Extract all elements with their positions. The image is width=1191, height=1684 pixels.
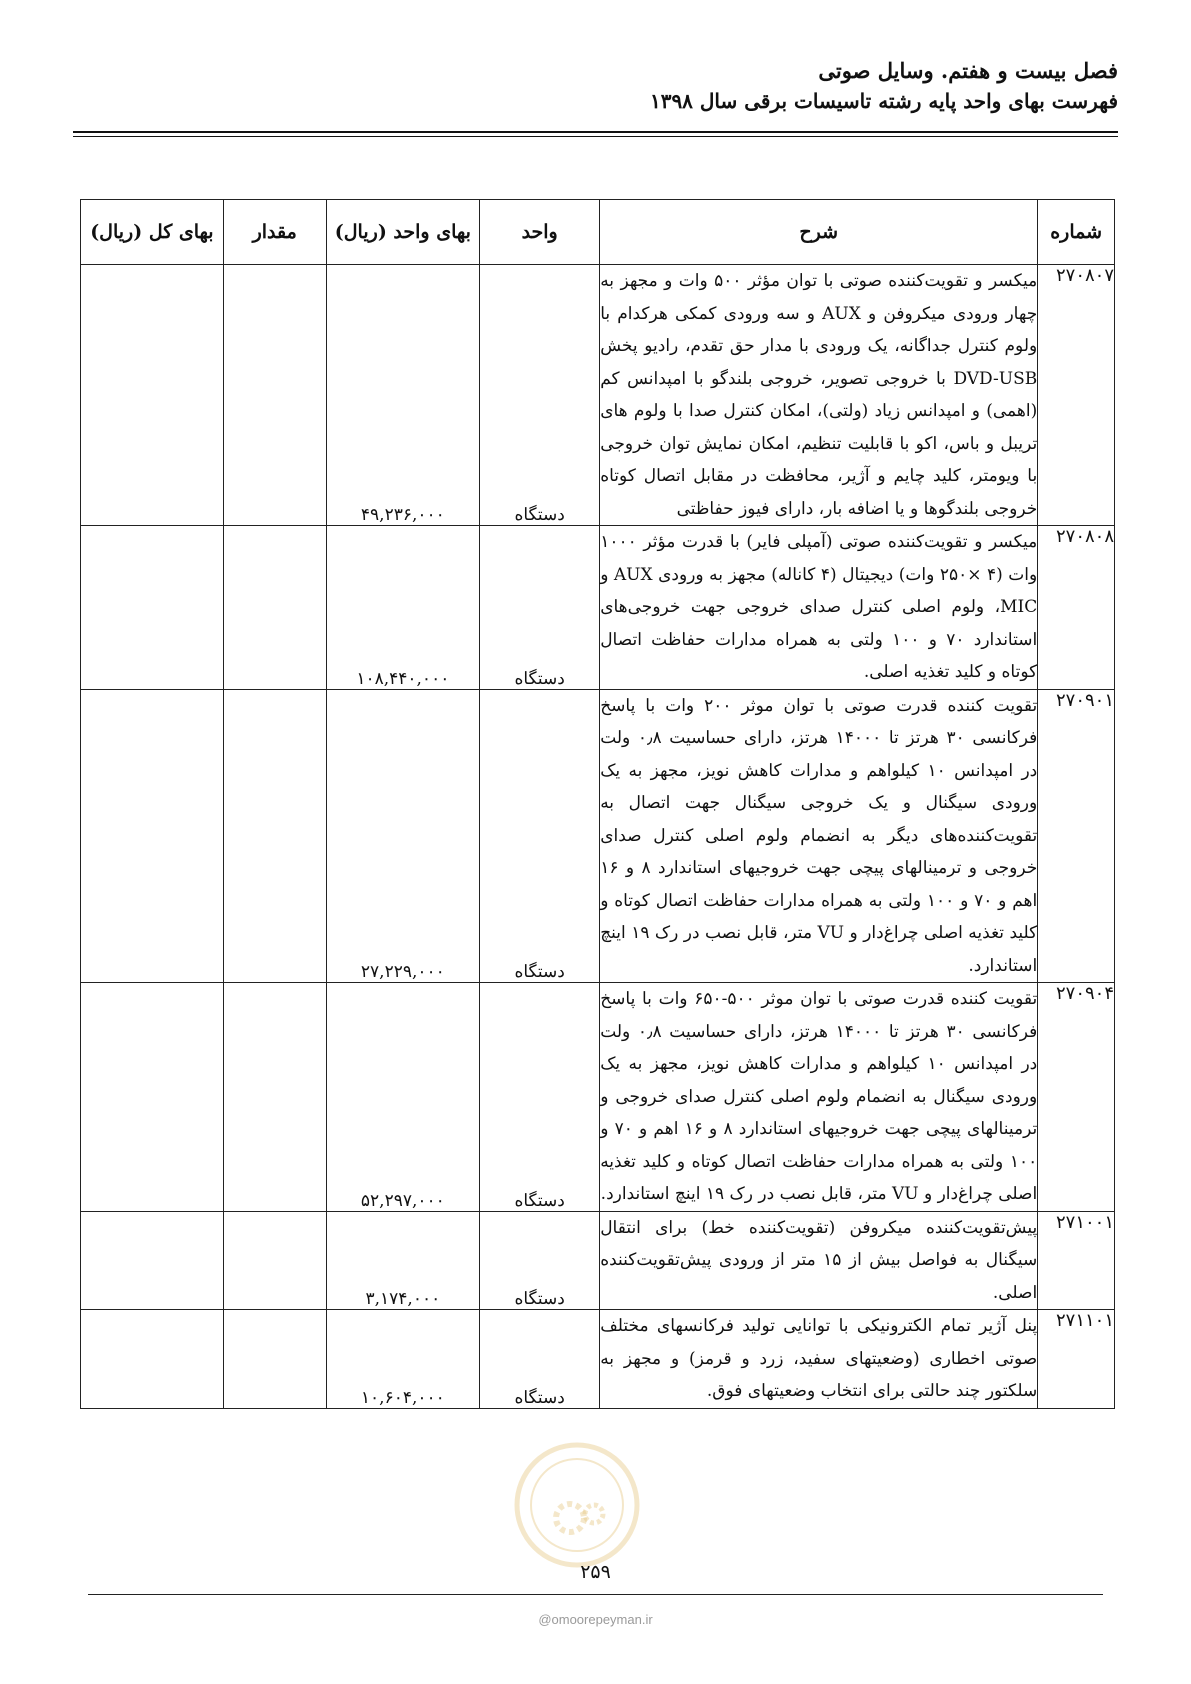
item-description-cell [600,265,1038,526]
table-row [81,526,1115,690]
item-description-cell [600,689,1038,983]
table-row [81,1211,1115,1310]
item-description: پیش‌تقویت‌کننده میکروفن (تقویت‌کننده خط) برای انتقال سیگنال به فواصل بیش از ۱۵ متر از ورودی پیش‌تقویت‌کننده اصلی. [600,1217,1038,1303]
col-header-unit: واحد [480,200,600,265]
item-quantity [223,689,326,983]
item-unit-price: ۱۰,۶۰۴,۰۰۰ [326,1310,480,1409]
item-description: پنل آژیر تمام الکترونیکی با توانایی تولید فرکانسهای مختلف صوتی اخطاری (وضعیتهای سفید، زرد و قرمز) و مجهز به سلکتور چند حالتی برای انتخاب وضعیتهای فوق. [600,1316,1038,1401]
item-unit-price: ۳,۱۷۴,۰۰۰ [326,1211,480,1310]
item-unit-price: ۴۹,۲۳۶,۰۰۰ [326,265,480,526]
publisher-seal-watermark [512,1440,642,1570]
col-header-description: شرح [600,200,1038,265]
document-title: فهرست بهای واحد پایه رشته تاسیسات برقی سال ۱۳۹۸ [649,89,1118,113]
table-row [81,983,1115,1212]
table-row [81,265,1115,526]
item-unit: دستگاه [480,1310,600,1409]
item-description: تقویت کننده قدرت صوتی با توان موثر ۵۰۰-۶۵۰ وات با پاسخ فرکانسی ۳۰ هرتز تا ۱۴۰۰۰ هرتز، دارای حساسیت ۰٫۸ ولت در امپدانس ۱۰ کیلواهم و مدارات کاهش نویز، مجهز به یک ورودی سیگنال به انضمام ولوم اصلی کنترل صدای خروجی و ترمینالهای پیچی جهت خروجیهای استاندارد ۸ و ۱۶ اهم و ۷۰ و ۱۰۰ ولتی به همراه مدارات حفاظت اتصال کوتاه و کلید تغذیه اصلی چراغ‌دار و VU متر، قابل نصب در رک ۱۹ اینچ استاندارد. [600,989,1038,1204]
item-quantity [223,265,326,526]
item-unit: دستگاه [480,1211,600,1310]
item-unit: دستگاه [480,983,600,1212]
table-header-row [81,200,1115,265]
item-quantity [223,526,326,690]
item-description: میکسر و تقویت‌کننده صوتی با توان مؤثر ۵۰۰ وات و مجهز به چهار ورودی میکروفن و AUX و سه ورودی کمکی هرکدام با ولوم کنترل جداگانه، یک ورودی با مدار حق تقدم، رادیو پخش DVD-USB با خروجی تصویر، خروجی بلندگو با امپدانس کم (اهمی) و امپدانس زیاد (ولتی)، امکان کنترل صدا با ولوم های تریبل و باس، اکو با قابلیت تنظیم، امکان نمایش توان خروجی با ویومتر، کلید چایم و آژیر، محافظت در مقابل اتصال کوتاه خروجی بلندگوها و یا اضافه بار، دارای فیوز حفاظتی [600,271,1038,519]
item-description-cell [600,1310,1038,1409]
item-description-cell [600,526,1038,690]
footer-rule [88,1594,1103,1595]
item-total-price [81,689,224,983]
item-total-price [81,983,224,1212]
item-unit-price: ۲۷,۲۲۹,۰۰۰ [326,689,480,983]
page-header [73,56,1118,116]
col-header-number: شماره [1038,200,1115,265]
item-total-price [81,1310,224,1409]
page-number: ۲۵۹ [580,1561,611,1583]
item-quantity [223,983,326,1212]
header-rule-thick [73,131,1118,133]
item-description: تقویت کننده قدرت صوتی با توان موثر ۲۰۰ وات با پاسخ فرکانسی ۳۰ هرتز تا ۱۴۰۰۰ هرتز، دارای حساسیت ۰٫۸ ولت در امپدانس ۱۰ کیلواهم و مدارات کاهش نویز، مجهز به یک ورودی سیگنال و یک خروجی سیگنال جهت اتصال به تقویت‌کننده‌های دیگر به انضمام ولوم اصلی کنترل صدای خروجی و ترمینالهای پیچی جهت خروجیهای استاندارد ۸ و ۱۶ اهم و ۷۰ و ۱۰۰ ولتی به همراه مدارات حفاظت اتصال کوتاه و کلید تغذیه اصلی چراغ‌دار و VU متر، قابل نصب در رک ۱۹ اینچ استاندارد. [600,695,1038,976]
col-header-quantity: مقدار [223,200,326,265]
item-unit-price: ۱۰۸,۴۴۰,۰۰۰ [326,526,480,690]
table-row [81,1310,1115,1409]
item-unit: دستگاه [480,265,600,526]
item-total-price [81,265,224,526]
header-rule-thin [73,136,1118,137]
website-watermark: @omoorepeyman.ir [538,1612,653,1627]
item-number: ۲۷۰۸۰۷ [1038,265,1115,526]
col-header-unit-price: بهای واحد (ریال) [326,200,480,265]
item-description-cell [600,983,1038,1212]
price-table [80,199,1115,1409]
item-number: ۲۷۱۰۰۱ [1038,1211,1115,1310]
item-total-price [81,1211,224,1310]
item-number: ۲۷۰۸۰۸ [1038,526,1115,690]
item-unit: دستگاه [480,526,600,690]
table-row [81,689,1115,983]
chapter-title: فصل بیست و هفتم. وسایل صوتی [818,58,1118,83]
item-quantity [223,1211,326,1310]
item-number: ۲۷۰۹۰۴ [1038,983,1115,1212]
item-unit: دستگاه [480,689,600,983]
item-number: ۲۷۰۹۰۱ [1038,689,1115,983]
item-total-price [81,526,224,690]
item-description: میکسر و تقویت‌کننده صوتی (آمپلی فایر) با قدرت مؤثر ۱۰۰۰ وات (۴ ×۲۵۰ وات) دیجیتال (۴ کاناله) مجهز به ورودی AUX و MIC، ولوم اصلی کنترل صدای خروجی جهت خروجی‌های استاندارد ۷۰ و ۱۰۰ ولتی به همراه مدارات حفاظت اتصال کوتاه و کلید تغذیه اصلی. [600,532,1038,682]
item-description-cell [600,1211,1038,1310]
col-header-total-price: بهای کل (ریال) [81,200,224,265]
item-number: ۲۷۱۱۰۱ [1038,1310,1115,1409]
item-quantity [223,1310,326,1409]
item-unit-price: ۵۲,۲۹۷,۰۰۰ [326,983,480,1212]
